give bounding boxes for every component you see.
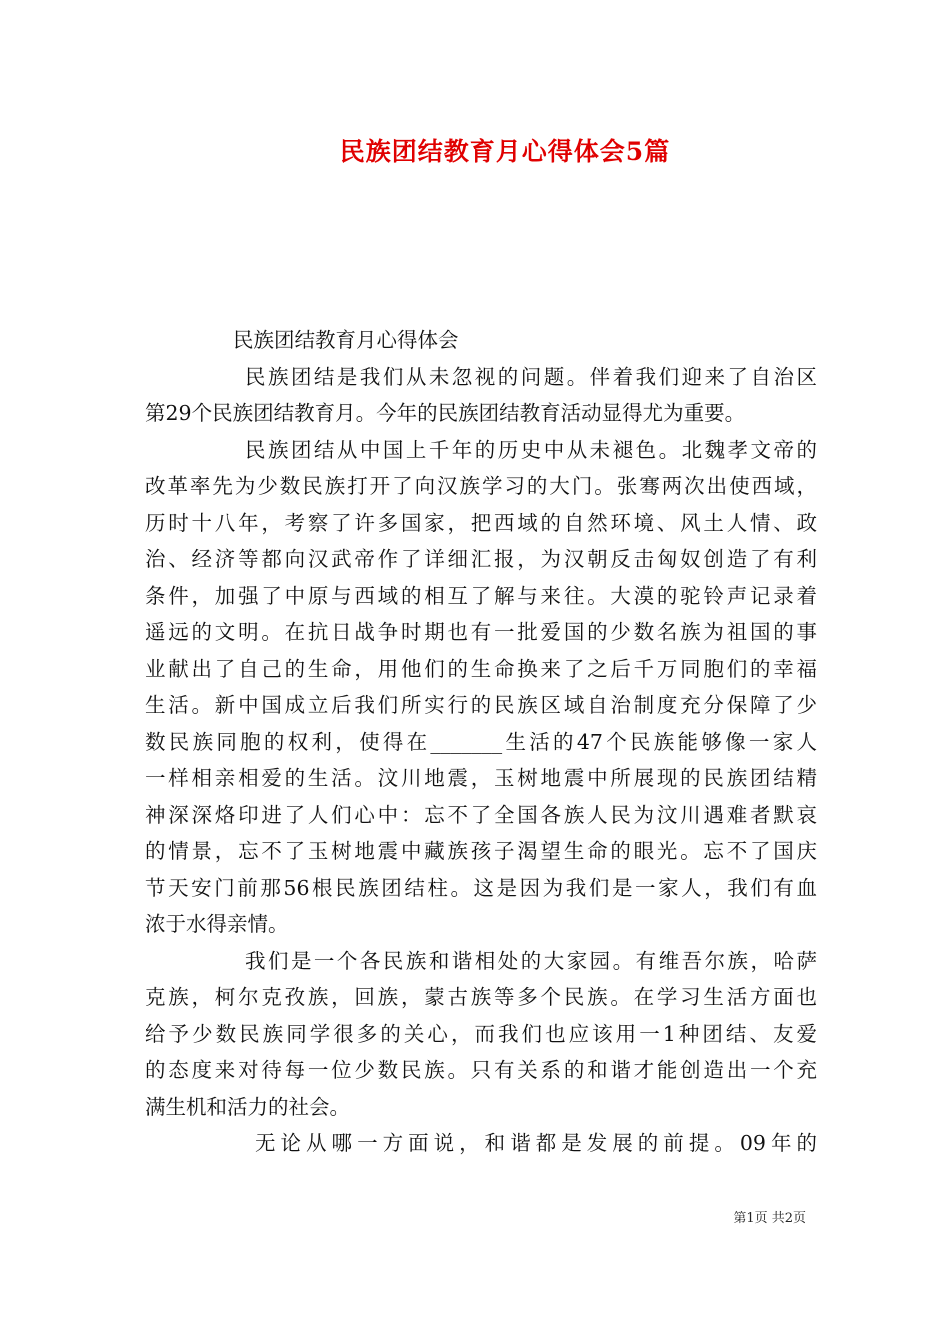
paragraph-line: 一样相亲相爱的生活。汶川地震，玉树地震中所展现的民族团结精 (145, 766, 817, 790)
paragraph-line: 满生机和活力的社会。 (145, 1094, 350, 1119)
paragraph-line: 民族团结从中国上千年的历史中从未褪色。北魏孝文帝的 (245, 437, 817, 462)
paragraph-line: 改革率先为少数民族打开了向汉族学习的大门。张骞两次出使西域， (145, 474, 817, 498)
paragraph-line: 条件，加强了中原与西域的相互了解与来往。大漠的驼铃声记录着 (145, 583, 817, 608)
paragraph-line: 的情景，忘不了玉树地震中藏族孩子渴望生命的眼光。忘不了国庆 (145, 839, 817, 863)
paragraph-line: 克族，柯尔克孜族，回族，蒙古族等多个民族。在学习生活方面也 (145, 985, 817, 1009)
paragraph-line: 生活。新中国成立后我们所实行的民族区域自治制度充分保障了少 (145, 693, 817, 717)
paragraph-line: 民族团结是我们从未忽视的问题。伴着我们迎来了自治区 (245, 364, 817, 389)
document-body (145, 322, 817, 1162)
paragraph-line: 业献出了自己的生命，用他们的生命换来了之后千万同胞们的幸福 (145, 656, 817, 681)
document-subtitle: 民族团结教育月心得体会 (233, 328, 459, 352)
document-title: 民族团结教育月心得体会5篇 (339, 137, 671, 166)
paragraph-line: 浓于水得亲情。 (145, 912, 289, 936)
paragraph-line: 第29个民族团结教育月。今年的民族团结教育活动显得尤为重要。 (145, 401, 746, 425)
page-number: 第1页 共2页 (733, 1211, 806, 1226)
paragraph-line: 给予少数民族同学很多的关心，而我们也应该用一1种团结、友爱 (145, 1021, 817, 1046)
paragraph-line: 无论从哪一方面说，和谐都是发展的前提。09年的 (255, 1131, 817, 1155)
paragraph-line: 节天安门前那56根民族团结柱。这是因为我们是一家人，我们有血 (145, 875, 817, 900)
paragraph-line: 历时十八年，考察了许多国家，把西域的自然环境、风土人情、政 (145, 510, 817, 535)
paragraph-line: 数民族同胞的权利，使得在_______生活的47个民族能够像一家人 (145, 729, 817, 754)
paragraph-line: 的态度来对待每一位少数民族。只有关系的和谐才能创造出一个充 (145, 1058, 817, 1082)
paragraph-line: 遥远的文明。在抗日战争时期也有一批爱国的少数名族为祖国的事 (145, 620, 817, 644)
paragraph-line: 神深深烙印进了人们心中：忘不了全国各族人民为汶川遇难者默哀 (145, 802, 817, 827)
paragraph-line: 治、经济等都向汉武帝作了详细汇报，为汉朝反击匈奴创造了有利 (145, 547, 817, 571)
paragraph-line: 我们是一个各民族和谐相处的大家园。有维吾尔族，哈萨 (245, 948, 817, 973)
